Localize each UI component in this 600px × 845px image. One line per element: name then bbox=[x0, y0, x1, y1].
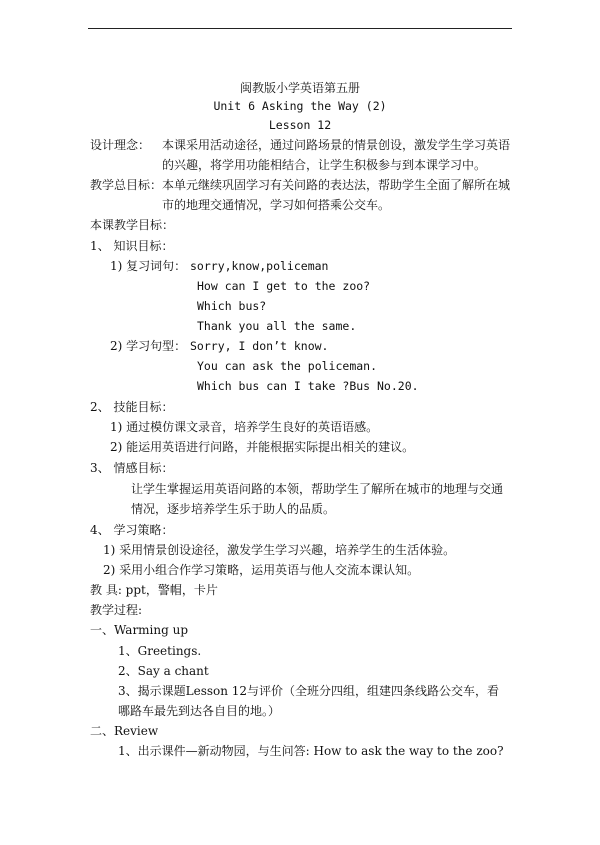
skills-item: 1) 通过模仿课文录音，培养学生良好的英语语感。 bbox=[110, 420, 379, 434]
lesson-goals-heading: 本课教学目标： bbox=[90, 218, 175, 232]
unit-title: Unit 6 Asking the Way (2) bbox=[213, 99, 387, 113]
strategy-item: 1) 采用情景创设途径，激发学生学习兴趣，培养学生的生活体验。 bbox=[103, 543, 456, 557]
strategy-heading: 4、 学习策略： bbox=[90, 523, 174, 537]
skills-heading: 2、 技能目标： bbox=[90, 400, 174, 414]
knowledge-item1-sentence: Thank you all the same. bbox=[197, 319, 357, 333]
emotion-heading: 3、 情感目标： bbox=[90, 461, 174, 475]
header-rule bbox=[88, 28, 512, 29]
process-step-continued: 哪路车最先到达各自目的地。） bbox=[118, 704, 281, 718]
process-step: 2、Say a chant bbox=[118, 664, 209, 678]
teaching-tools: 教 具: ppt，警帽，卡片 bbox=[90, 583, 218, 597]
overall-text-2: 市的地理交通情况，学习如何搭乘公交车。 bbox=[162, 198, 391, 212]
design-text-1: 本课采用活动途径，通过问路场景的情景创设，激发学生学习英语 bbox=[162, 138, 511, 152]
knowledge-item2-sentence: You can ask the policeman. bbox=[197, 359, 378, 373]
skills-item: 2) 能运用英语进行问路，并能根据实际提出相关的建议。 bbox=[110, 440, 415, 454]
process-heading: 教学过程: bbox=[90, 603, 143, 617]
knowledge-item2-sentence: Which bus can I take ?Bus No.20. bbox=[197, 379, 419, 393]
knowledge-item2-label: 2) 学习句型： bbox=[110, 339, 187, 353]
section-warming-up: 一、Warming up bbox=[90, 623, 189, 637]
knowledge-item1-sentence: How can I get to the zoo? bbox=[197, 279, 371, 293]
overall-label: 教学总目标： bbox=[90, 178, 163, 192]
strategy-item: 2) 采用小组合作学习策略，运用英语与他人交流本课认知。 bbox=[103, 563, 420, 577]
design-label: 设计理念： bbox=[90, 138, 151, 152]
process-step: 1、Greetings. bbox=[118, 644, 202, 658]
doc-series-title: 闽教版小学英语第五册 bbox=[239, 81, 360, 95]
design-text-2: 的兴趣，将学用功能相结合，让学生积极参与到本课学习中。 bbox=[162, 158, 487, 172]
knowledge-item1-sentence: Which bus? bbox=[197, 299, 267, 313]
knowledge-item2-sentence: Sorry, I don’t know. bbox=[190, 339, 329, 353]
process-step: 1、出示课件—新动物园，与生问答: How to ask the way to the zoo? bbox=[118, 744, 504, 758]
knowledge-item1-label: 1) 复习词句： bbox=[110, 259, 187, 273]
emotion-text-2: 情况，逐步培养学生乐于助人的品质。 bbox=[131, 502, 336, 516]
knowledge-heading: 1、 知识目标： bbox=[90, 239, 174, 253]
emotion-text-1: 让学生掌握运用英语问路的本领，帮助学生了解所在城市的地理与交通 bbox=[131, 482, 504, 496]
knowledge-item1-words: sorry,know,policeman bbox=[190, 259, 329, 273]
section-review: 二、Review bbox=[90, 724, 159, 738]
process-step: 3、揭示课题Lesson 12与评价（全班分四组，组建四条线路公交车，看 bbox=[118, 684, 500, 698]
overall-text-1: 本单元继续巩固学习有关问路的表达法，帮助学生全面了解所在城 bbox=[162, 178, 511, 192]
lesson-title: Lesson 12 bbox=[268, 118, 332, 132]
